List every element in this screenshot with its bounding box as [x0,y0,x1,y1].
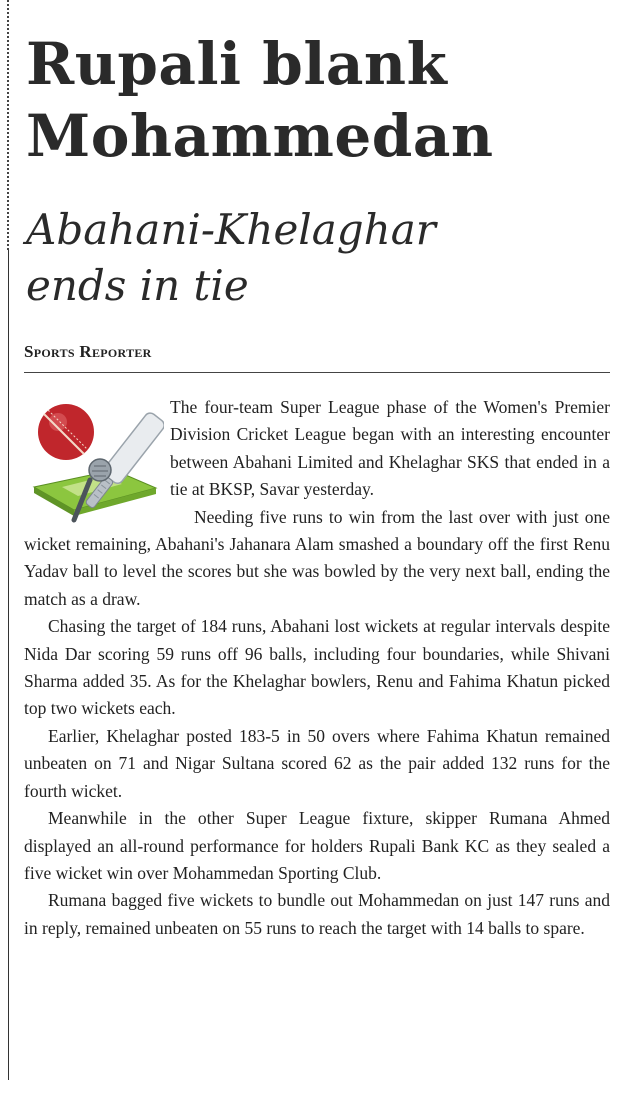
headline-line-2: Mohammedan [26,102,494,170]
column-rule [8,250,9,1080]
article-paragraph: Needing five runs to win from the last over with just one wicket remaining, Abahani's Jahanara Alam smashed a boundary off the first Renu Yadav ball to level the scores but she was bowled by the very next ball, ending the match as a draw. [24,506,610,609]
headline [26,28,494,172]
article-paragraph: Earlier, Khelaghar posted 183-5 in 50 overs where Fahima Khatun remained unbeaten on 71 and Nigar Sultana scored 62 as the pair added 132 runs for the fourth wicket. [24,725,610,801]
column-dotted-rule [7,0,9,250]
article-paragraph: Rumana bagged five wickets to bundle out Mohammedan on just 147 runs and in reply, remained unbeaten on 55 runs to reach the target with 14 balls to spare. [24,890,610,938]
subheadline [26,202,436,314]
article-paragraph: The four-team Super League phase of the Women's Premier Division Cricket League began with an interesting encounter between Abahani Limited and Khelaghar SKS that ended in a tie at BKSP, Savar yesterday. [170,397,610,500]
byline: Sports Reporter [24,342,152,361]
headline-line-1: Rupali blank [26,30,448,98]
article-body [24,394,610,942]
graphic-spacer [24,394,170,530]
subhead-line-1: Abahani-Khelaghar [26,205,436,254]
byline-divider [24,372,610,373]
article-paragraph: Meanwhile in the other Super League fixture, skipper Rumana Ahmed displayed an all-round performance for holders Rupali Bank KC as they sealed a five wicket win over Mohammedan Sporting Club. [24,808,610,883]
subhead-line-2: ends in tie [26,261,249,310]
article-paragraph: Chasing the target of 184 runs, Abahani lost wickets at regular intervals despite Nida Dar scoring 59 runs off 96 balls, including four boundaries, while Shivani Sharma added 35. As for the Khelaghar bowlers, Renu and Fahima Khatun picked top two wickets each. [24,616,610,719]
